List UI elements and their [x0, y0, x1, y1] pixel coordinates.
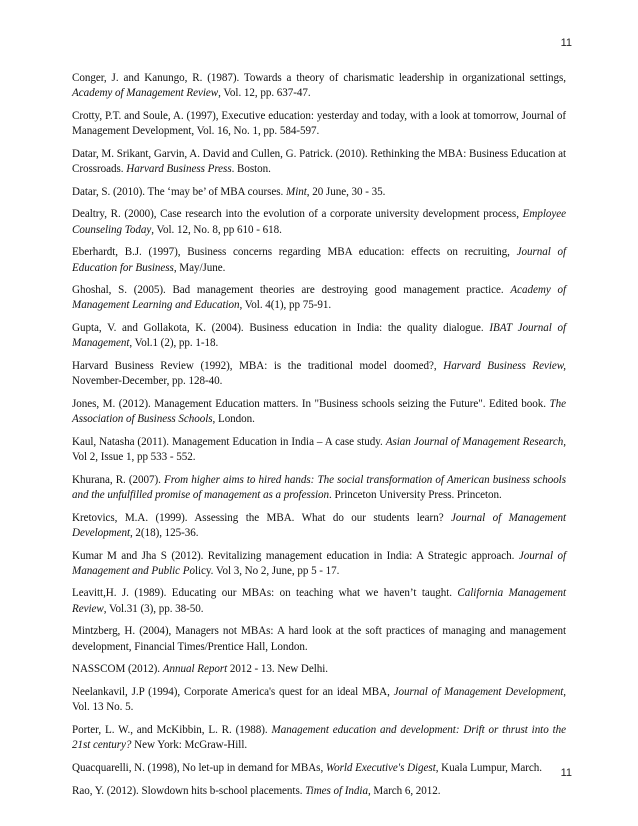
reference-text: Eberhardt, B.J. (1997), Business concerns regarding MBA education: effects on recruiting,: [72, 246, 517, 259]
reference-text: NASSCOM (2012).: [72, 663, 163, 676]
reference-text: . Princeton University Press. Princeton.: [329, 488, 502, 501]
reference-text: New York: McGraw-Hill.: [131, 739, 248, 752]
reference-text: Khurana, R. (2007).: [72, 473, 165, 486]
reference-source-italic: Annual Report: [162, 663, 228, 676]
reference-text: , London.: [212, 413, 255, 426]
reference-text: , Vol.1 (2), pp. 1-18.: [129, 337, 219, 350]
reference-text: , May/June.: [173, 261, 226, 274]
reference-text: Neelankavil, J.P (1994), Corporate America's quest for an ideal MBA,: [72, 686, 394, 698]
reference-source-italic: Journal of Management and Public Po: [72, 549, 566, 577]
reference-source-italic: California Management Review: [72, 587, 566, 615]
reference-text: Ghoshal, S. (2005). Bad management theories are destroying good management practice.: [72, 284, 511, 297]
reference-source-italic: The Association of Business Schools: [72, 397, 566, 426]
reference-text: , Vol. 13 No. 5.: [72, 686, 566, 714]
reference-text: Quacquarelli, N. (1998), No let-up in demand for MBAs,: [72, 761, 326, 774]
reference-text: licy. Vol 3, No 2, June, pp 5 - 17.: [194, 564, 340, 577]
reference-entry: [72, 397, 566, 427]
reference-entry: [72, 71, 566, 101]
reference-source-italic: Academy of Management Review: [72, 87, 219, 100]
reference-text: , March 6, 2012.: [367, 784, 441, 797]
reference-source-italic: Journal of Management Development: [393, 686, 564, 698]
reference-entry: [72, 511, 566, 541]
reference-source-italic: IBAT Journal of Management: [72, 322, 566, 350]
reference-entry: [72, 784, 566, 799]
reference-entry: [72, 473, 566, 503]
reference-entry: [72, 723, 566, 753]
reference-text: Mintzberg, H. (2004), Managers not MBAs: A hard look at the soft practices of managing and management development, Financial Times/Prentice Hall, London.: [72, 625, 566, 653]
reference-entry: [72, 109, 566, 139]
reference-text: Kretovics, M.A. (1999). Assessing the MBA. What do our students learn?: [72, 511, 452, 524]
reference-text: 2012 - 13. New Delhi.: [227, 663, 329, 676]
reference-source-italic: Management education and development: Drift or thrust into the 21st century?: [72, 723, 566, 752]
reference-text: Harvard Business Review (1992), MBA: is the traditional model doomed?,: [72, 360, 444, 373]
reference-source-italic: Journal of Education for Business: [72, 246, 566, 274]
reference-text: Datar, M. Srikant, Garvin, A. David and Cullen, G. Patrick. (2010). Rethinking the MBA: Business Education at Crossroads.: [72, 147, 566, 176]
reference-text: Porter, L. W., and McKibbin, L. R. (1988).: [72, 723, 272, 736]
reference-source-italic: Academy of Management Learning and Education,: [72, 284, 566, 312]
reference-text: Rao, Y. (2012). Slowdown hits b-school placements.: [72, 784, 306, 797]
reference-text: November-December, pp. 128-40.: [72, 375, 223, 388]
reference-entry: [72, 662, 566, 677]
reference-text: , 2(18), 125-36.: [129, 526, 199, 539]
reference-text: Vol. 4(1), pp 75-91.: [242, 299, 332, 312]
reference-text: Kaul, Natasha (2011). Management Education in India – A case study.: [72, 435, 386, 448]
reference-entry: [72, 207, 566, 237]
reference-text: Jones, M. (2012). Management Education matters. In "Business schools seizing the Future". Edited book.: [72, 397, 550, 410]
reference-text: Crotty, P.T. and Soule, A. (1997), Executive education: yesterday and today, with a look at tomorrow, Journal of Management Development, Vol. 16, No. 1, pp. 584-597.: [72, 109, 566, 138]
reference-source-italic: Asian Journal of Management Research,: [385, 435, 566, 448]
reference-text: Vol 2, Issue 1, pp 533 - 552.: [72, 451, 196, 464]
reference-text: , Vol.31 (3), pp. 38-50.: [103, 602, 204, 615]
reference-entry: [72, 586, 566, 616]
reference-source-italic: World Executive's Digest: [325, 761, 436, 774]
page-number-top: 11: [560, 37, 572, 49]
reference-source-italic: Harvard Business Review,: [443, 360, 566, 373]
reference-source-italic: Journal of Management Development: [72, 511, 566, 539]
reference-text: Kumar M and Jha S (2012). Revitalizing management education in India: A Strategic approach.: [72, 549, 519, 562]
reference-text: , Vol. 12, No. 8, pp 610 - 618.: [151, 223, 282, 236]
reference-text: Conger, J. and Kanungo, R. (1987). Towards a theory of charismatic leadership in organizational settings,: [72, 72, 566, 84]
reference-text: , 20 June, 30 - 35.: [306, 185, 386, 198]
reference-entry: [72, 761, 566, 776]
reference-list: [72, 71, 566, 806]
reference-entry: [72, 283, 566, 313]
reference-source-italic: Employee Counseling Today: [72, 208, 566, 236]
reference-entry: [72, 147, 566, 177]
reference-source-italic: Times of India: [305, 784, 368, 797]
reference-entry: [72, 321, 566, 351]
reference-entry: [72, 185, 566, 200]
page-number-bottom: 11: [560, 767, 572, 779]
reference-entry: [72, 549, 566, 579]
reference-text: , Vol. 12, pp. 637-47.: [218, 87, 311, 100]
reference-source-italic: Harvard Business Press: [126, 163, 232, 176]
reference-entry: [72, 685, 566, 715]
reference-entry: [72, 359, 566, 389]
reference-text: Gupta, V. and Gollakota, K. (2004). Business education in India: the quality dialogue.: [72, 322, 490, 335]
reference-entry: [72, 624, 566, 654]
reference-source-italic: From higher aims to hired hands: The social transformation of American business schools and the unfulfilled promise of management as a profession: [72, 473, 566, 501]
reference-text: , Kuala Lumpur, March.: [435, 761, 543, 774]
reference-text: . Boston.: [231, 163, 271, 176]
reference-text: Leavitt,H. J. (1989). Educating our MBAs: on teaching what we haven’t taught.: [72, 587, 458, 600]
reference-text: Datar, S. (2010). The ‘may be’ of MBA courses.: [72, 185, 286, 198]
reference-entry: [72, 245, 566, 275]
reference-text: Dealtry, R. (2000), Case research into the evolution of a corporate university development process,: [72, 208, 523, 221]
reference-entry: [72, 435, 566, 465]
reference-source-italic: Mint: [286, 185, 307, 198]
